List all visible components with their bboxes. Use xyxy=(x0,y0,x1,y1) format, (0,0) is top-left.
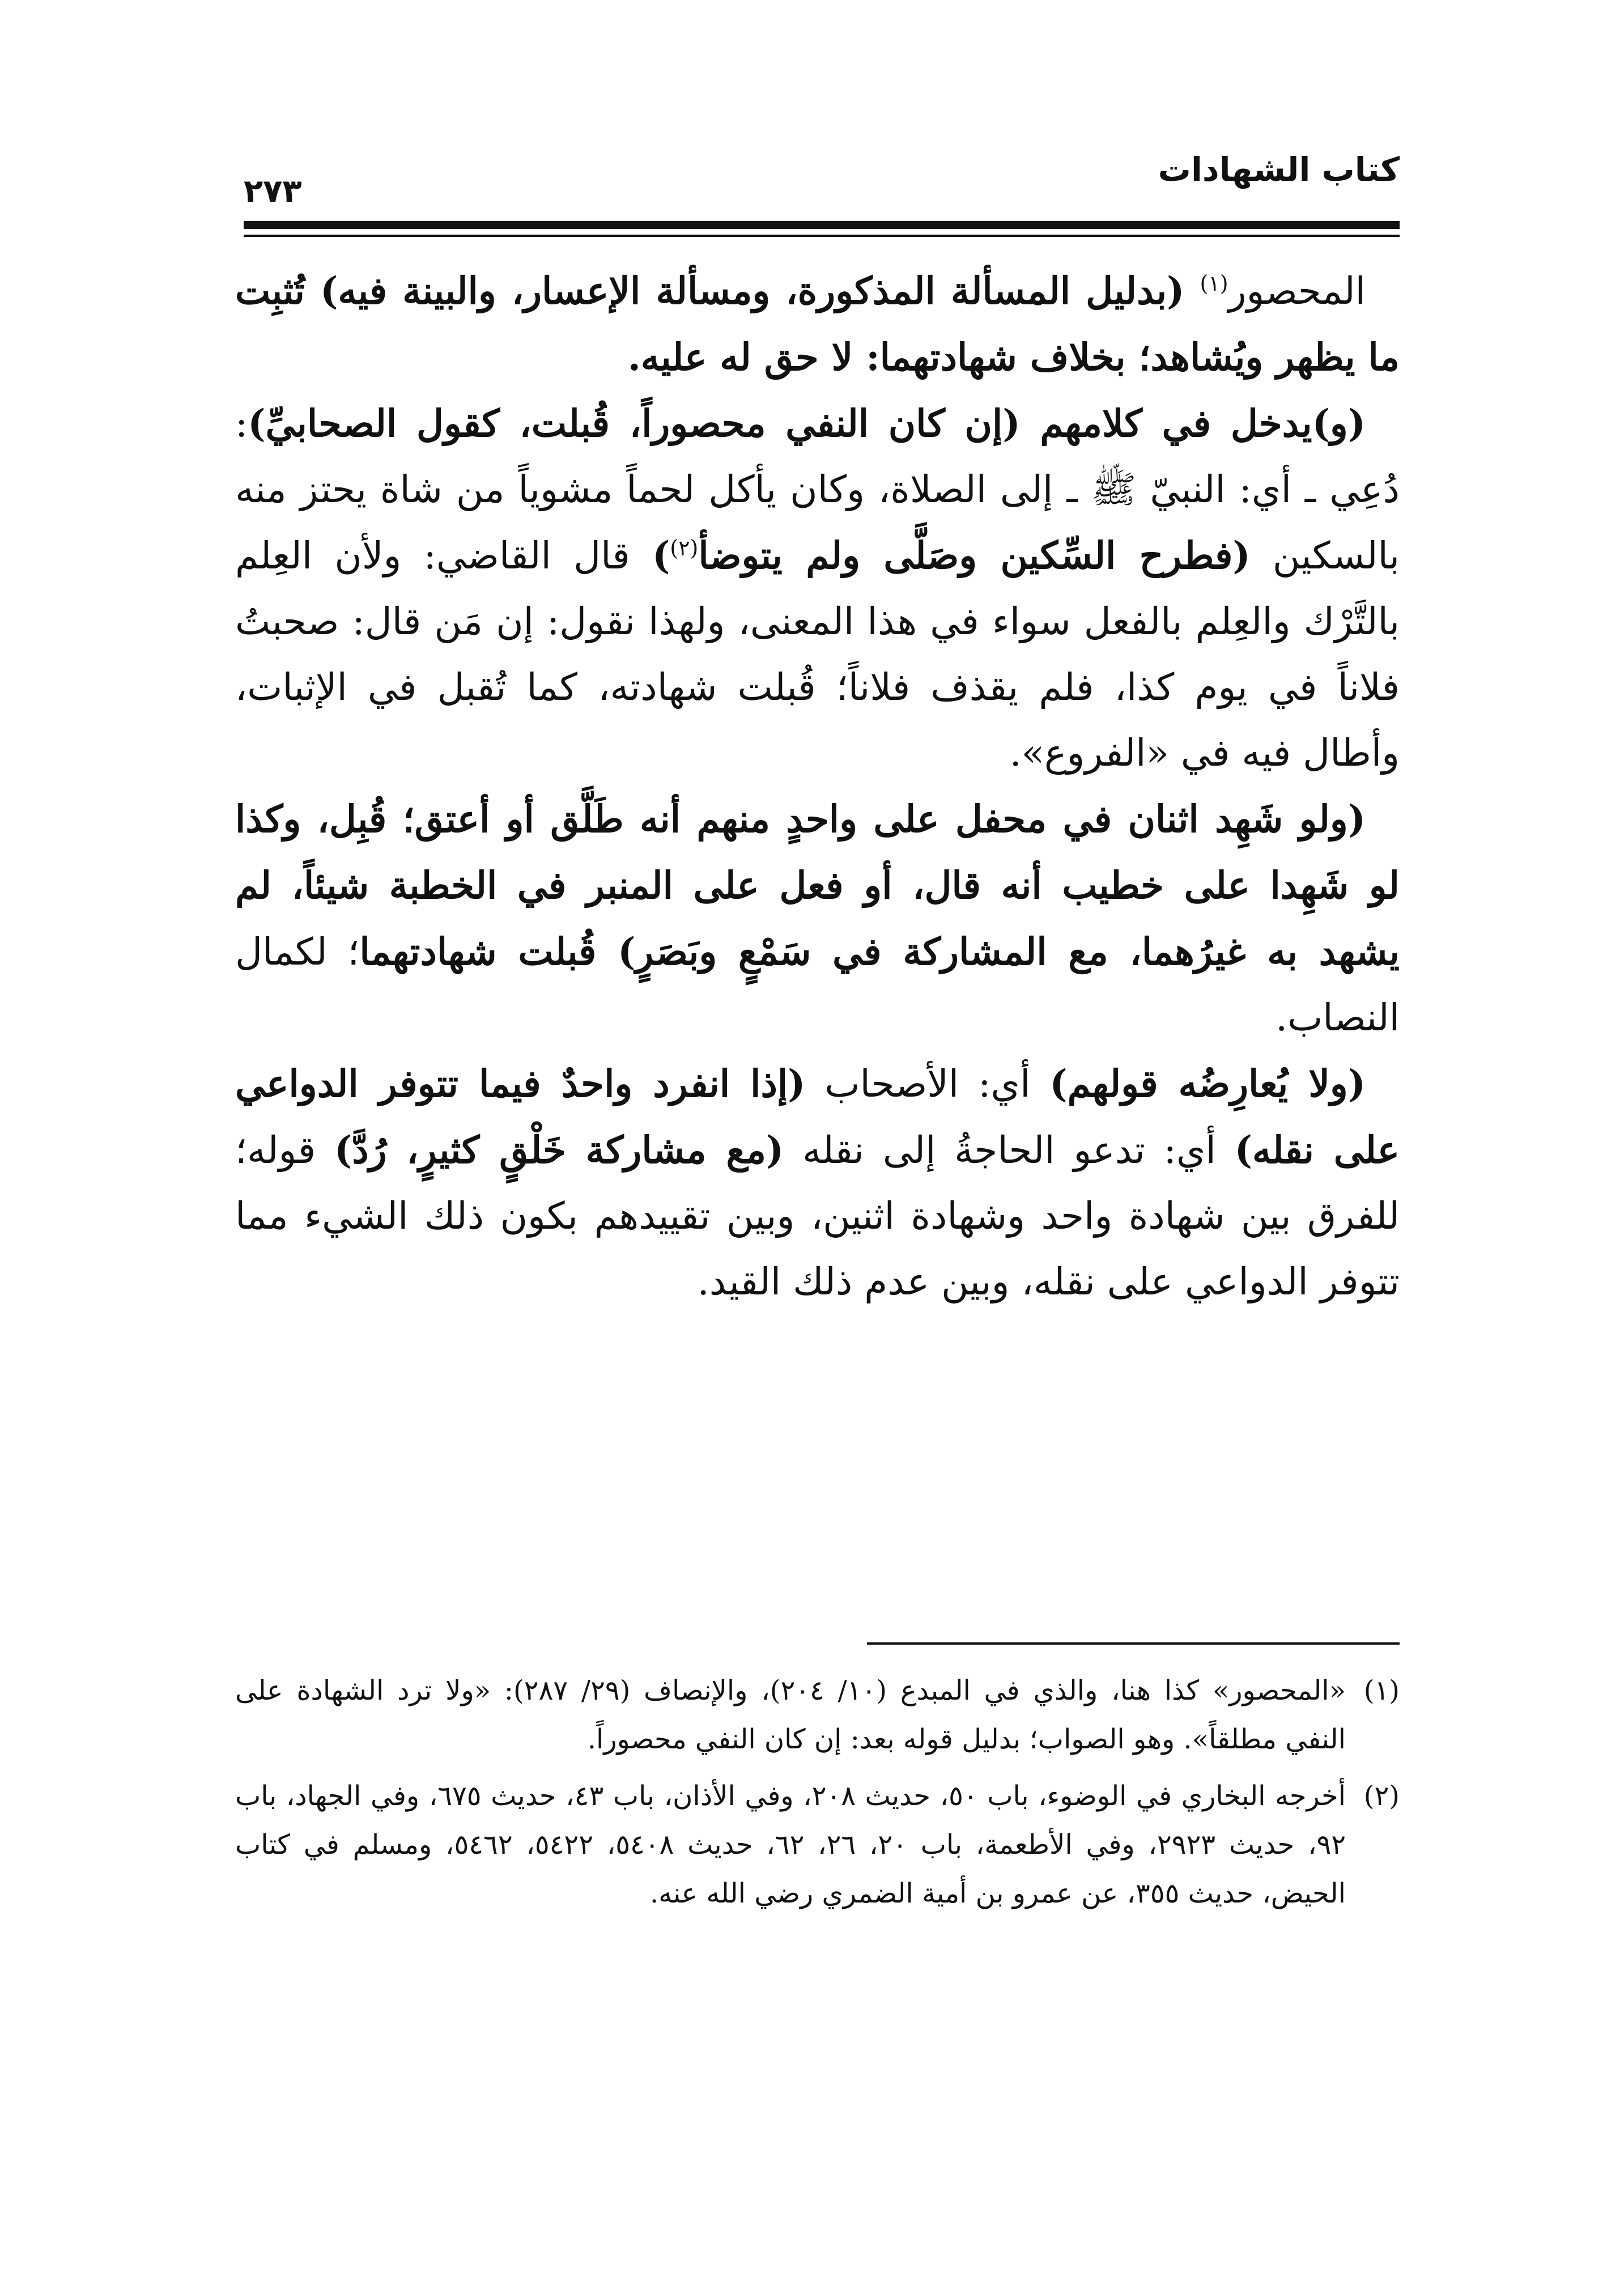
footnote-ref-1[interactable]: (١) xyxy=(1200,271,1228,296)
footnote-number: (١) xyxy=(1363,1675,1400,1706)
text-run-bold: (فطرح السِّكين وصَلَّى ولم يتوضأ xyxy=(698,533,1251,578)
footnote-text: أخرجه البخاري في الوضوء، باب ٥٠، حديث ٢٠٨، وفي الأذان، باب ٤٣، حديث ٦٧٥، وفي الجهاد، باب ٩٢، حديث ٢٩٢٣، وفي الأطعمة، باب ٢٠، ٢٦، ٦٢، حديث ٥٤٠٨، ٥٤٢٢، ٥٤٦٢، ومسلم في كتاب الحيض، حديث ٣٥٥، عن عمرو بن أمية الضمري رضي الله عنه. xyxy=(235,1780,1346,1909)
paragraph-2 xyxy=(235,390,1400,786)
text-run: قال القاضي: ولأن العِلم بالتَّرْك والعِلم بالفعل سواء في هذا المعنى، ولهذا نقول: إن مَن قال: صحبتُ فلاناً في يوم كذا، فلم يقذف فلاناً؛ قُبلت شهادته، كما تُقبل في الإثبات، وأطال فيه في «الفروع». xyxy=(235,534,1400,775)
text-run: قوله؛ للفرق بين شهادة واحد وشهادة اثنين، وبين تقييدهم بكون ذلك الشيء مما تتوفر الدواعي على نقله، وبين عدم ذلك القيد. xyxy=(235,1128,1400,1303)
text-run: أي: الأصحاب xyxy=(805,1062,1050,1106)
text-run-bold: (بدليل المسألة المذكورة، ومسألة الإعسار، والبينة فيه) تُثبِت ما يظهر ويُشاهد؛ بخلاف شهادتهما: لا حق له عليه. xyxy=(235,269,1400,379)
book-section-title: كتاب الشهادات xyxy=(1158,150,1400,189)
footnote-ref-2[interactable]: (٢) xyxy=(670,536,699,560)
footnotes xyxy=(235,1666,1400,1926)
paragraph-4 xyxy=(235,1051,1400,1315)
footnote-text: «المحصور» كذا هنا، والذي في المبدع (١٠/ ٢٠٤)، والإنصاف (٢٩/ ٢٨٧): «ولا ترد الشهادة على النفي مطلقاً». وهو الصواب؛ بدليل قوله بعد: إن كان النفي محصوراً. xyxy=(235,1675,1346,1755)
text-run: : دُعِي ـ أي: النبيّ ﷺ ـ إلى الصلاة، وكان يأكل لحماً مشوياً من شاة يحتز منه بالسكين xyxy=(235,402,1400,578)
text-run-bold: (إذا انفرد واحدٌ فيما تتوفر الدواعي على نقله) xyxy=(235,1061,1400,1172)
text-run: أي: تدعو الحاجةُ إلى نقله xyxy=(784,1128,1235,1172)
main-text xyxy=(235,258,1400,1315)
paragraph-3 xyxy=(235,786,1400,1051)
text-run: ؛ لكمال النصاب. xyxy=(235,930,1400,1039)
text-run-bold: (و)يدخل في كلامهم (إن كان النفي محصوراً، قُبلت، كقول الصحابيِّ) xyxy=(248,401,1366,445)
text-run: المحصور xyxy=(1228,269,1366,313)
footnote-2 xyxy=(235,1772,1400,1918)
footnote-number: (٢) xyxy=(1363,1780,1400,1812)
text-run-bold: (ولو شَهِد اثنان في محفل على واحدٍ منهم أنه طَلَّق أو أعتق؛ قُبِل، وكذا لو شَهِدا على خطيب أنه قال، أو فعل على المنبر في الخطبة شيئاً، لم يشهد به غيرُهما، مع المشاركة في سَمْعٍ وبَصَرٍ) قُبلت شهادتهما xyxy=(235,797,1400,974)
header-rule-thick xyxy=(244,221,1400,229)
text-run-bold: ) xyxy=(652,533,670,578)
footnote-1 xyxy=(235,1666,1400,1764)
footnote-separator xyxy=(867,1642,1400,1645)
header-rule-thin xyxy=(244,235,1400,237)
page-number: ٢٧٣ xyxy=(244,173,302,210)
paragraph-1 xyxy=(235,258,1400,390)
text-run-bold: (مع مشاركة خَلْقٍ كثيرٍ، رُدَّ) xyxy=(334,1128,784,1172)
text-run-bold: (ولا يُعارِضُه قولهم) xyxy=(1049,1061,1366,1106)
